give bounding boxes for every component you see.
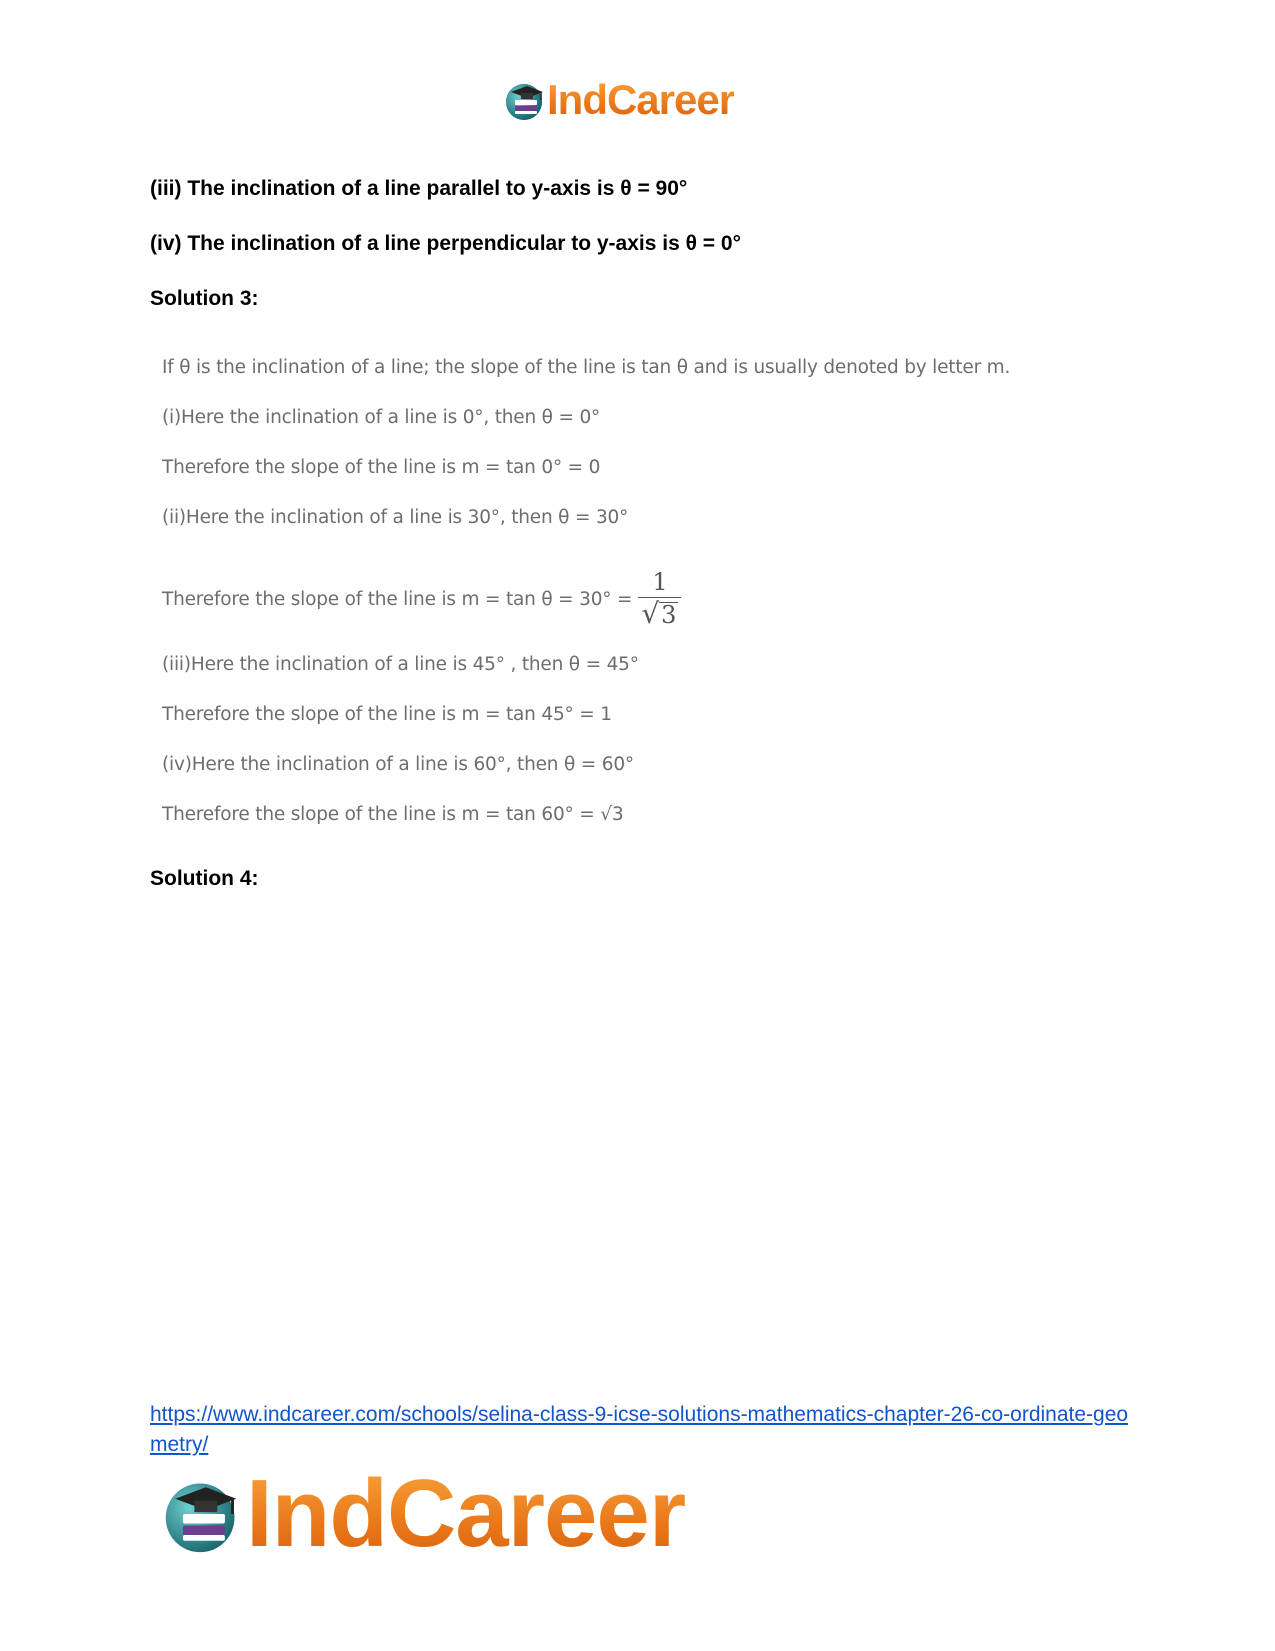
graduation-globe-icon	[503, 78, 547, 122]
footer-logo-wordmark: IndCareer	[246, 1460, 686, 1567]
fraction-one-over-root-three	[638, 568, 681, 631]
solution-3-line-5-text: Therefore the slope of the line is m = tan θ = 30° =	[162, 588, 633, 610]
solution-3-title: Solution 3:	[150, 287, 259, 310]
indcareer-footer-logo	[160, 1460, 686, 1567]
radical-sign: √	[641, 597, 660, 631]
graduation-globe-icon	[160, 1472, 244, 1556]
solution-3-line-9: Therefore the slope of the line is m = tan 60° = √3	[162, 804, 624, 825]
solution-3-line-1: If θ is the inclination of a line; the slope of the line is tan θ and is usually denoted by letter m.	[162, 357, 1011, 378]
solution-3-line-3: Therefore the slope of the line is m = tan 0° = 0	[162, 457, 601, 478]
fraction-numerator: 1	[638, 570, 681, 598]
question-iv: (iv) The inclination of a line perpendicular to y-axis is θ = 0°	[150, 232, 741, 255]
question-iii: (iii) The inclination of a line parallel to y-axis is θ = 90°	[150, 177, 688, 200]
solution-4-title: Solution 4:	[150, 867, 259, 890]
solution-3-line-2: (i)Here the inclination of a line is 0°, then θ = 0°	[162, 407, 601, 428]
indcareer-logo	[503, 78, 734, 122]
source-link[interactable]: https://www.indcareer.com/schools/selina-class-9-icse-solutions-mathematics-chapter-26-co-ordinate-geometry/	[150, 1403, 1129, 1456]
solution-3-line-6: (iii)Here the inclination of a line is 45° , then θ = 45°	[162, 654, 639, 675]
logo-wordmark: IndCareer	[547, 76, 735, 123]
radicand: 3	[661, 601, 677, 629]
solution-3-line-4: (ii)Here the inclination of a line is 30°, then θ = 30°	[162, 507, 629, 528]
fraction-denominator	[641, 597, 679, 631]
solution-3-line-5	[162, 568, 681, 631]
solution-3-line-7: Therefore the slope of the line is m = tan 45° = 1	[162, 704, 612, 725]
solution-3-line-8: (iv)Here the inclination of a line is 60°, then θ = 60°	[162, 754, 634, 775]
